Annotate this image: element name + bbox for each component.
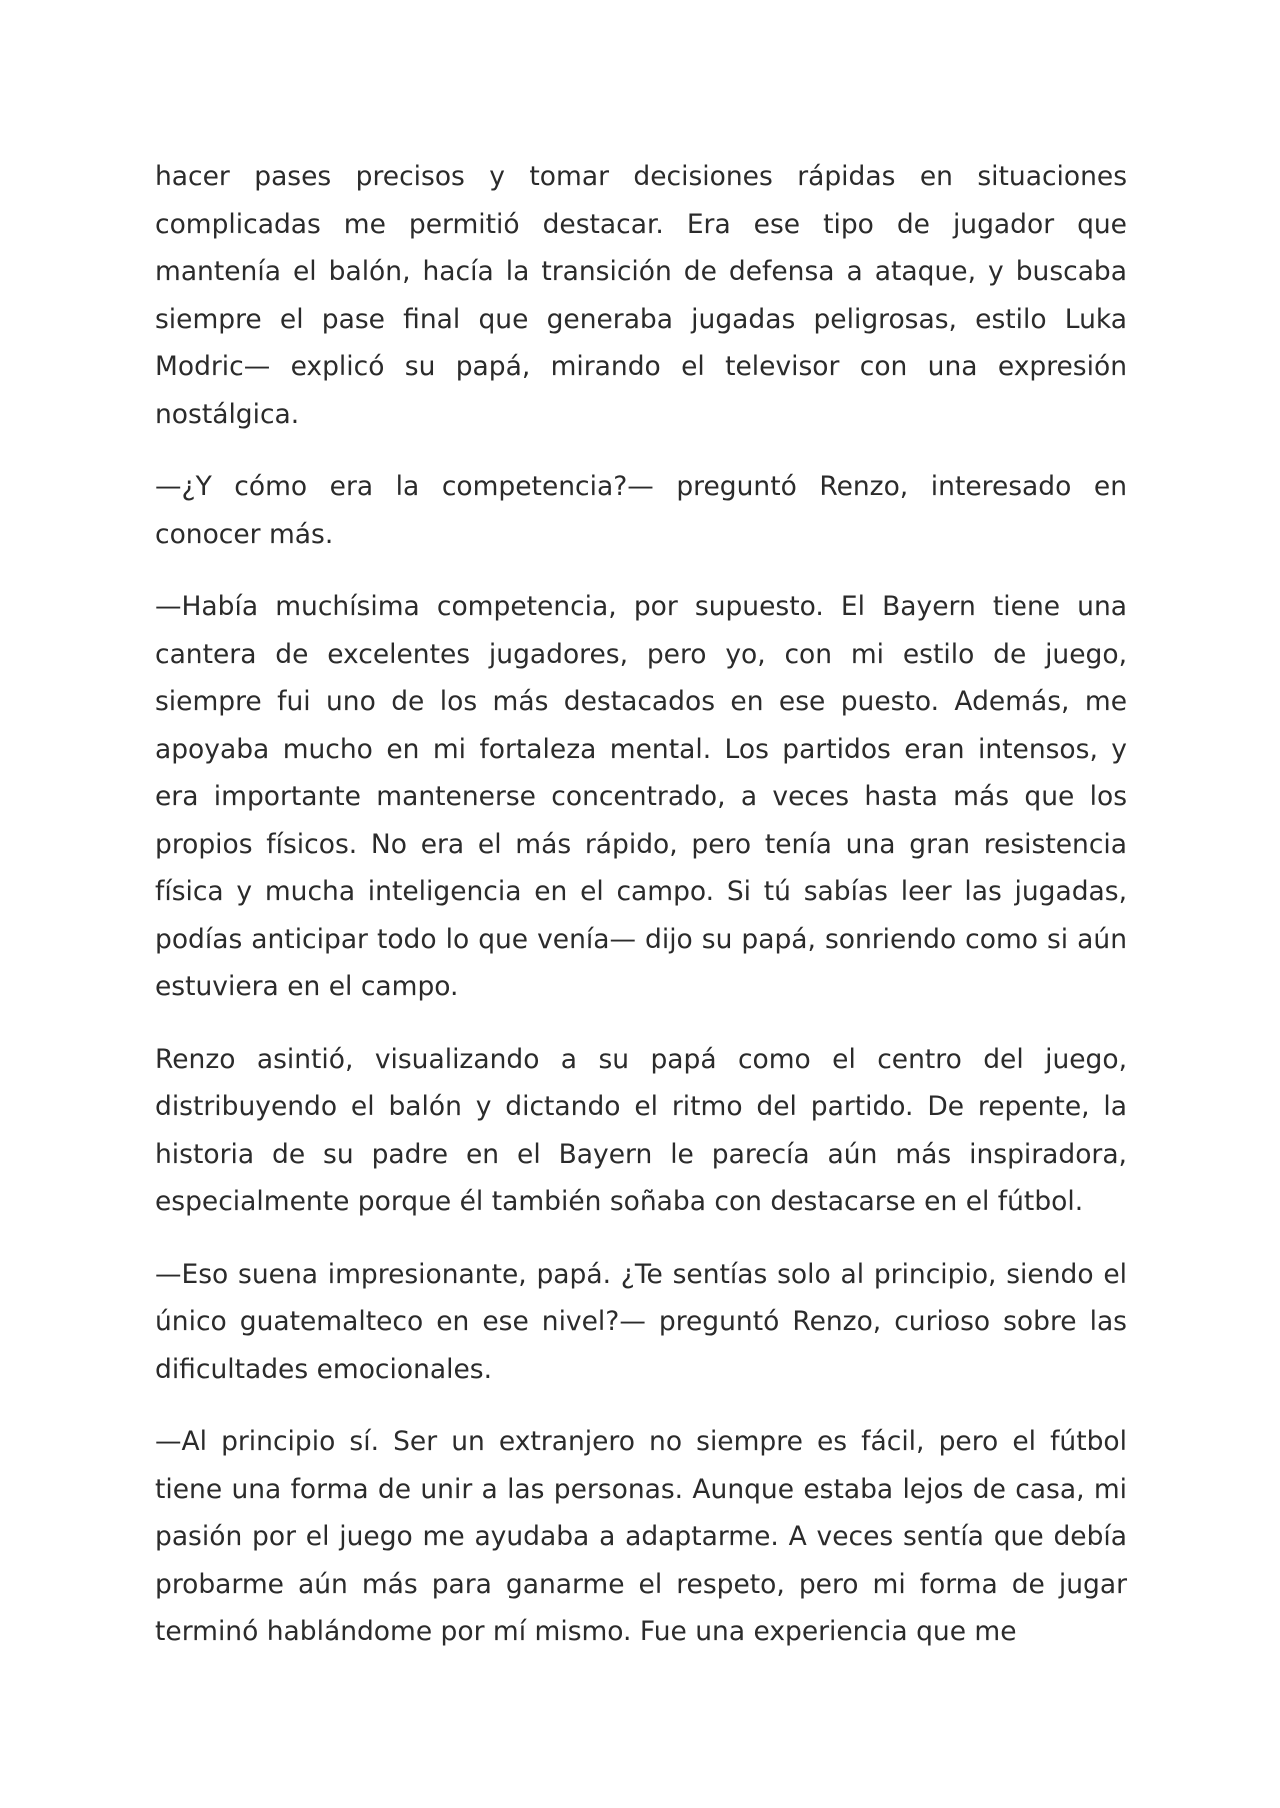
paragraph: —Al principio sí. Ser un extranjero no siempre es fácil, pero el fútbol tiene una forma de unir a las personas. Aunque estaba lejos de casa, mi pasión por el juego me ayudaba a adaptarme. A veces sentía que debía probarme aún más para ganarme el respeto, pero mi forma de jugar terminó hablándome por mí mismo. Fue una experiencia que me [155, 1426, 1127, 1647]
paragraph: Renzo asintió, visualizando a su papá como el centro del juego, distribuyendo el balón y dictando el ritmo del partido. De repente, la historia de su padre en el Bayern le parecía aún más inspiradora, especialmente porque él también soñaba con destacarse en el fútbol. [155, 1043, 1127, 1217]
paragraph: —Eso suena impresionante, papá. ¿Te sentías solo al principio, siendo el único guatemalteco en ese nivel?— preguntó Renzo, curioso sobre las dificultades emocionales. [155, 1258, 1127, 1385]
body-text [155, 153, 1127, 1656]
paragraph: hacer pases precisos y tomar decisiones rápidas en situaciones complicadas me permitió destacar. Era ese tipo de jugador que mantenía el balón, hacía la transición de defensa a ataque, y buscaba siempre el pase final que generaba jugadas peligrosas, estilo Luka Modric— explicó su papá, mirando el televisor con una expresión nostálgica. [155, 161, 1127, 430]
paragraph: —¿Y cómo era la competencia?— preguntó Renzo, interesado en conocer más. [155, 471, 1127, 550]
paragraph: —Había muchísima competencia, por supuesto. El Bayern tiene una cantera de excelentes jugadores, pero yo, con mi estilo de juego, siempre fui uno de los más destacados en ese puesto. Además, me apoyaba mucho en mi fortaleza mental. Los partidos eran intensos, y era importante mantenerse concentrado, a veces hasta más que los propios físicos. No era el más rápido, pero tenía una gran resistencia física y mucha inteligencia en el campo. Si tú sabías leer las jugadas, podías anticipar todo lo que venía— dijo su papá, sonriendo como si aún estuviera en el campo. [155, 591, 1127, 1002]
